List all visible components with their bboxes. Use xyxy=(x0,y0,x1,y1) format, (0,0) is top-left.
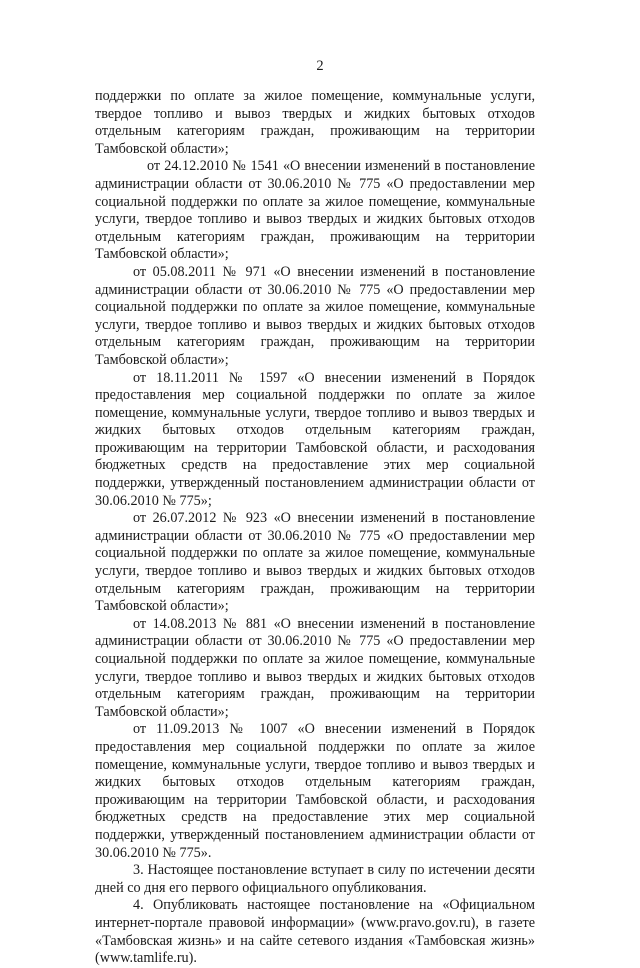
paragraph-resolution-1007: от 11.09.2013 № 1007 «О внесении изменений в Порядок предоставления мер социальной поддержки по оплате за жилое помещение, коммунальные услуги, твердое топливо и вывоз твердых и жидких бытовых отходов отдельным категориям граждан, проживающим на территории Тамбовской области, и расходования бюджетных средств на предоставление этих мер социальной поддержки, утвержденный постановлением администрации области от 30.06.2010 № 775». xyxy=(95,721,535,861)
paragraph-continuation: поддержки по оплате за жилое помещение, коммунальные услуги, твердое топливо и вывоз твердых и жидких бытовых отходов отдельным категориям граждан, проживающим на территории Тамбовской области»; xyxy=(95,88,535,157)
paragraph-item-3: 3. Настоящее постановление вступает в силу по истечении десяти дней со дня его первого официального опубликования. xyxy=(95,862,535,896)
document-body xyxy=(95,88,535,968)
page-number: 2 xyxy=(316,58,324,74)
paragraph-item-4: 4. Опубликовать настоящее постановление на «Официальном интернет-портале правовой информации» (www.pravo.gov.ru), в газете «Тамбовская жизнь» и на сайте сетевого издания «Тамбовская жизнь» (www.tamlife.ru). xyxy=(95,897,535,967)
paragraph-resolution-1541: от 24.12.2010 № 1541 «О внесении изменений в постановление администрации области от 30.06.2010 № 775 «О предоставлении мер социальной поддержки по оплате за жилое помещение, коммунальные услуги, твердое топливо и вывоз твердых и жидких бытовых отходов отдельным категориям граждан, проживающим на территории Тамбовской области»; xyxy=(95,158,535,263)
paragraph-resolution-971: от 05.08.2011 № 971 «О внесении изменений в постановление администрации области от 30.06.2010 № 775 «О предоставлении мер социальной поддержки по оплате за жилое помещение, коммунальные услуги, твердое топливо и вывоз твердых и жидких бытовых отходов отдельным категориям граждан, проживающим на территории Тамбовской области»; xyxy=(95,263,535,368)
paragraph-resolution-923: от 26.07.2012 № 923 «О внесении изменений в постановление администрации области от 30.06.2010 № 775 «О предоставлении мер социальной поддержки по оплате за жилое помещение, коммунальные услуги, твердое топливо и вывоз твердых и жидких бытовых отходов отдельным категориям граждан, проживающим на территории Тамбовской области»; xyxy=(95,510,535,615)
paragraph-resolution-881: от 14.08.2013 № 881 «О внесении изменений в постановление администрации области от 30.06.2010 № 775 «О предоставлении мер социальной поддержки по оплате за жилое помещение, коммунальные услуги, твердое топливо и вывоз твердых и жидких бытовых отходов отдельным категориям граждан, проживающим на территории Тамбовской области»; xyxy=(95,615,535,720)
paragraph-resolution-1597: от 18.11.2011 № 1597 «О внесении изменений в Порядок предоставления мер социальной поддержки по оплате за жилое помещение, коммунальные услуги, твердое топливо и вывоз твердых и жидких бытовых отходов отдельным категориям граждан, проживающим на территории Тамбовской области, и расходования бюджетных средств на предоставление этих мер социальной поддержки, утвержденный постановлением администрации области от 30.06.2010 № 775»; xyxy=(95,369,535,509)
